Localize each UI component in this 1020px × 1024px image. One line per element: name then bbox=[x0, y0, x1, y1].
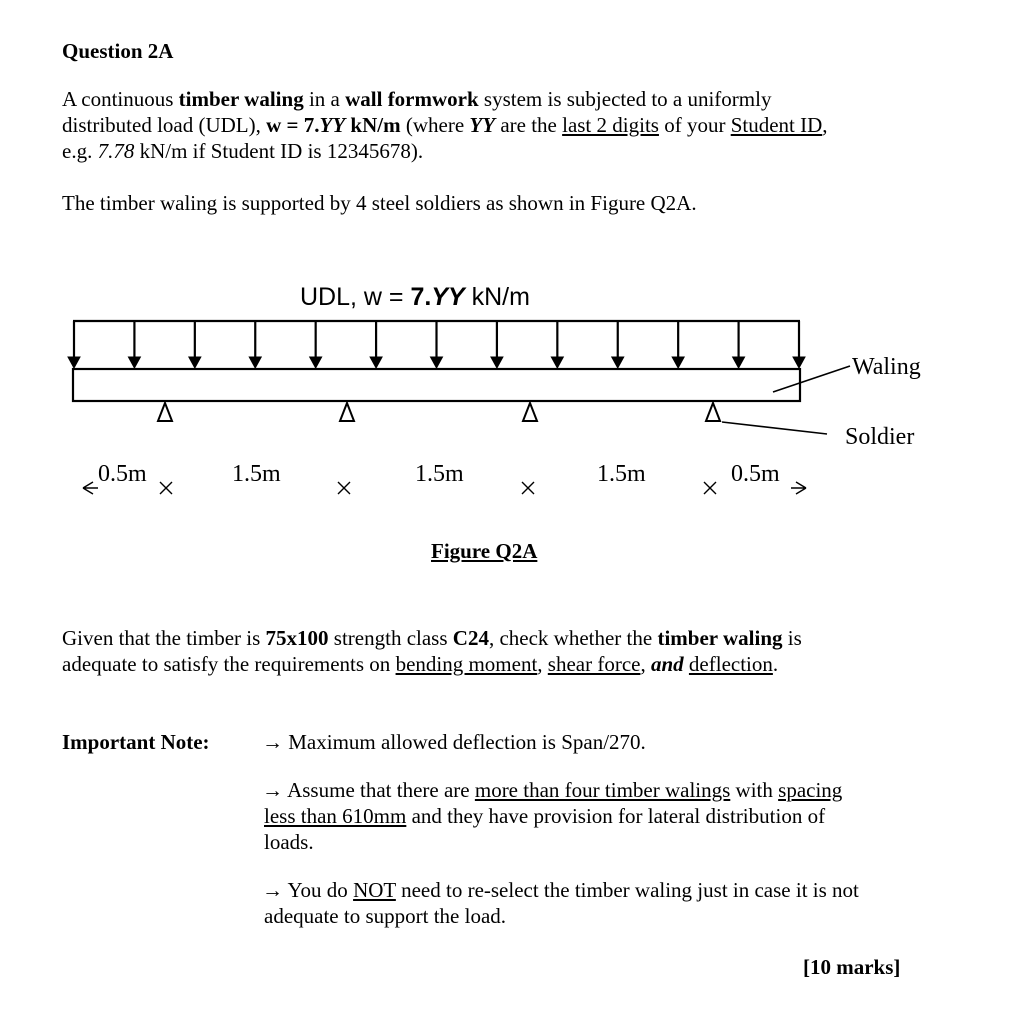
note-item-2-line-3: loads. bbox=[264, 830, 314, 854]
figure-caption: Figure Q2A bbox=[431, 539, 538, 563]
arrow-right-icon: → bbox=[262, 878, 283, 902]
udl-arrow-head bbox=[612, 357, 624, 368]
soldier-label: Soldier bbox=[845, 424, 915, 450]
dim-label: 1.5m bbox=[415, 461, 464, 487]
udl-arrows bbox=[68, 321, 805, 368]
soldier-support-1 bbox=[158, 403, 172, 421]
intro-line-3: e.g. 7.78 kN/m if Student ID is 12345678). bbox=[62, 139, 424, 163]
soldier-leader-line bbox=[722, 422, 827, 434]
note-item-3-line-1: → You do NOT need to re-select the timber waling just in case it is not bbox=[262, 878, 859, 902]
udl-arrow-head bbox=[793, 357, 805, 368]
dimension-labels bbox=[98, 461, 780, 487]
note-item-2-line-1: → Assume that there are more than four timber walings with spacing bbox=[262, 778, 843, 802]
marks-label: [10 marks] bbox=[803, 955, 901, 979]
udl-arrow-head bbox=[431, 357, 443, 368]
udl-arrow-head bbox=[370, 357, 382, 368]
note-item-3-line-2: adequate to support the load. bbox=[264, 904, 507, 928]
important-note-label: Important Note: bbox=[62, 730, 210, 754]
dim-arrow-right-end bbox=[791, 482, 806, 494]
note-item-1: → Maximum allowed deflection is Span/270. bbox=[262, 730, 646, 754]
given-line-2: adequate to satisfy the requirements on bending moment, shear force, and deflection. bbox=[62, 652, 779, 676]
dim-label: 0.5m bbox=[731, 461, 780, 487]
udl-arrow-head bbox=[189, 357, 201, 368]
dim-arrow-x-2 bbox=[338, 482, 350, 494]
dim-arrow-x-1 bbox=[160, 482, 172, 494]
note-item-2-line-2: less than 610mm and they have provision for lateral distribution of bbox=[264, 804, 826, 828]
question-heading: Question 2A bbox=[62, 39, 174, 63]
dim-arrow-left-end bbox=[83, 482, 98, 494]
soldier-supports bbox=[158, 403, 720, 421]
soldier-support-2 bbox=[340, 403, 354, 421]
dim-label: 0.5m bbox=[98, 461, 147, 487]
udl-arrow-head bbox=[733, 357, 745, 368]
dim-arrow-x-4 bbox=[704, 482, 716, 494]
support-description: The timber waling is supported by 4 steel soldiers as shown in Figure Q2A. bbox=[62, 191, 697, 215]
udl-label: UDL, w = 7.YY kN/m bbox=[300, 283, 530, 311]
udl-arrow-head bbox=[310, 357, 322, 368]
given-line-1: Given that the timber is 75x100 strength class C24, check whether the timber waling is bbox=[62, 626, 802, 650]
soldier-support-3 bbox=[523, 403, 537, 421]
soldier-support-4 bbox=[706, 403, 720, 421]
udl-arrow-head bbox=[672, 357, 684, 368]
dim-label: 1.5m bbox=[232, 461, 281, 487]
dim-label: 1.5m bbox=[597, 461, 646, 487]
dim-arrow-x-3 bbox=[522, 482, 534, 494]
udl-arrow-head bbox=[128, 357, 140, 368]
waling-label: Waling bbox=[852, 354, 921, 380]
udl-arrow-head bbox=[551, 357, 563, 368]
arrow-right-icon: → bbox=[262, 778, 283, 802]
udl-arrow-head bbox=[68, 357, 80, 368]
waling-beam bbox=[73, 369, 800, 401]
udl-arrow-head bbox=[249, 357, 261, 368]
intro-line-1: A continuous timber waling in a wall formwork system is subjected to a uniformly bbox=[62, 87, 772, 111]
intro-line-2: distributed load (UDL), w = 7.YY kN/m (where YY are the last 2 digits of your Student ID, bbox=[62, 113, 828, 137]
arrow-right-icon: → bbox=[262, 730, 283, 754]
udl-arrow-head bbox=[491, 357, 503, 368]
